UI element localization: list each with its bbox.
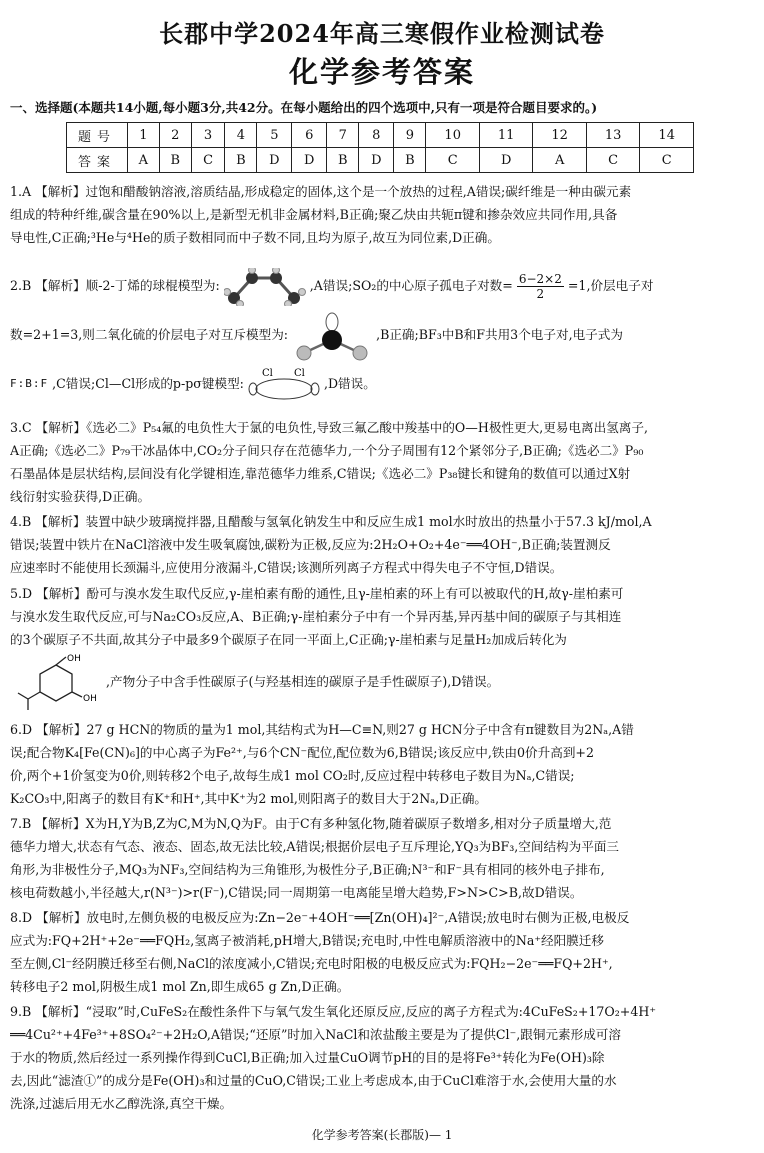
question-line <box>10 364 754 404</box>
q-answer: B <box>225 148 257 173</box>
cl-label: Cl <box>293 367 305 379</box>
question-line: 4.B 【解析】装置中缺少玻璃搅拌器,且醋酸与氢氧化钠发生中和反应生成1 mol水时放出的热量小于57.3 kJ/mol,A <box>10 514 652 529</box>
question-6 <box>10 718 754 810</box>
q2-text-f: ,C错误;Cl—Cl形成的p-pσ键模型: <box>52 376 244 391</box>
question-line: 的3个碳原子不共面,故其分子中最多9个碳原子在同一平面上,C正确;γ-崖柏素与足量H₂加成后转化为 <box>10 632 567 647</box>
q-answer: A <box>128 148 160 173</box>
fraction-numerator: 6−2×2 <box>518 272 562 286</box>
answer-table-answer-row <box>67 148 694 173</box>
q-num: 5 <box>257 123 292 148</box>
q-num: 14 <box>640 123 694 148</box>
question-line: 线衍射实验获得,D正确。 <box>10 489 151 504</box>
doc-title: 化学参考答案 <box>288 55 475 89</box>
row-label-question: 题号 <box>67 123 128 148</box>
q-answer: B <box>327 148 359 173</box>
q-answer: A <box>533 148 586 173</box>
question-3 <box>10 416 754 508</box>
oh-label-side: OH <box>83 693 97 704</box>
question-line: 角形,为非极性分子,MQ₃为NF₃,空间结构为三角锥形,为极性分子,B正确;N³⁻和F⁻具有相同的核外电子排布, <box>10 862 605 877</box>
q-num: 12 <box>533 123 586 148</box>
question-line <box>10 266 754 306</box>
q2-text-b: ,A错误;SO₂的中心原子孤电子对数= <box>309 278 513 293</box>
question-5 <box>10 582 754 713</box>
q-answer: D <box>292 148 327 173</box>
question-line: 核电荷数越小,半径越大,r(N³⁻)>r(F⁻),C错误;同一周期第一电离能呈增大趋势,F>N>C>B,故D错误。 <box>10 885 583 900</box>
question-line: 5.D 【解析】酚可与溴水发生取代反应,γ-崖柏素有酚的通性,且γ-崖柏素的环上有可以被取代的H,故γ-崖柏素可 <box>10 586 624 601</box>
q-num: 4 <box>225 123 257 148</box>
question-line: 6.D 【解析】27 g HCN的物质的量为1 mol,其结构式为H—C≡N,则27 g HCN分子中含有π键数目为2Nₐ,A错 <box>10 722 634 737</box>
q-answer: B <box>159 148 191 173</box>
question-line: 导电性,C正确;³He与⁴He的质子数相同而中子数不同,且均为原子,故互为同位素,D正确。 <box>10 230 500 245</box>
question-7 <box>10 812 754 904</box>
q-num: 7 <box>327 123 359 148</box>
question-line: 3.C 【解析】《选必二》P₅₄氟的电负性大于氯的电负性,导致三氟乙酸中羧基中的O—H极性更大,更易电离出氢离子, <box>10 420 648 435</box>
bf3-electron-formula-icon: F:B:F <box>10 364 48 404</box>
question-line: A正确;《选必二》P₇₉干冰晶体中,CO₂分子间只存在范德华力,一个分子周围有12个紧邻分子,B正确;《选必二》P₉₀ <box>10 443 644 458</box>
cis-2-butene-model-icon <box>224 268 306 306</box>
question-line: 价,两个+1价氢变为0价,则转移2个电子,故每生成1 mol CO₂时,反应过程中转移电子数目为Nₐ,C错误; <box>10 768 575 783</box>
so2-vsepr-model-icon <box>292 308 372 364</box>
question-line: 洗涤,过滤后用无水乙醇洗涤,真空干燥。 <box>10 1096 233 1111</box>
q-num: 8 <box>359 123 394 148</box>
fraction-denominator: 2 <box>536 287 545 301</box>
question-line <box>10 306 754 364</box>
question-line: 8.D 【解析】放电时,左侧负极的电极反应为:Zn−2e⁻+4OH⁻══[Zn(OH)₄]²⁻,A错误;放电时右侧为正极,电极反 <box>10 910 630 925</box>
q-answer: C <box>586 148 639 173</box>
page-footer: 化学参考答案(长郡版)— 1 <box>311 1128 453 1142</box>
cl-label: Cl <box>261 367 273 379</box>
question-line: 应式为:FQ+2H⁺+2e⁻══FQH₂,氢离子被消耗,pH增大,B错误;充电时,中性电解质溶液中的Na⁺经阳膜迁移 <box>10 933 604 948</box>
question-line: 7.B 【解析】X为H,Y为B,Z为C,M为N,Q为F。由于C有多种氢化物,随着碳原子数增多,相对分子质量增大,范 <box>10 816 612 831</box>
question-line: 误;配合物K₄[Fe(CN)₆]的中心离子为Fe²⁺,与6个CN⁻配位,配位数为6,B错误;该反应中,铁由0价升高到+2 <box>10 745 594 760</box>
q-num: 10 <box>426 123 479 148</box>
q-answer: D <box>257 148 292 173</box>
question-line: 组成的特种纤维,碳含量在90%以上,是新型无机非金属材料,B正确;聚乙炔由共轭π键和掺杂效应共同作用,具备 <box>10 207 618 222</box>
question-2 <box>10 266 754 404</box>
question-line: 应速率时不能使用长颈漏斗,应使用分液漏斗,C错误;该测所列离子方程式中得失电子不守恒,D错误。 <box>10 560 563 575</box>
q-num: 9 <box>394 123 426 148</box>
q-answer: C <box>640 148 694 173</box>
q2-text-c: =1,价层电子对 <box>567 278 654 293</box>
question-line: K₂CO₃中,阳离子的数目有K⁺和H⁺,其中K⁺为2 mol,则阳离子的数目大于2Nₐ,D正确。 <box>10 791 488 806</box>
q-num: 3 <box>191 123 224 148</box>
q-answer: D <box>479 148 532 173</box>
q-answer: D <box>359 148 394 173</box>
row-label-answer: 答案 <box>67 148 128 173</box>
question-line: 德华力增大,状态有气态、液态、固态,故无法比较,A错误;根据价层电子互斥理论,YQ₃为BF₃,空间结构为平面三 <box>10 839 620 854</box>
school-title: 长郡中学2024年高三寒假作业检测试卷 <box>159 19 605 48</box>
q-num: 2 <box>159 123 191 148</box>
q-num: 6 <box>292 123 327 148</box>
q-num: 11 <box>479 123 532 148</box>
q-num: 1 <box>128 123 160 148</box>
question-8 <box>10 906 754 998</box>
hydrogenated-hinokitiol-structure-icon <box>10 653 102 713</box>
answer-table <box>66 122 694 173</box>
question-line <box>10 651 754 713</box>
question-line: ══4Cu²⁺+4Fe³⁺+8SO₄²⁻+2H₂O,A错误;“还原”时加入NaCl和浓盐酸主要是为了提供Cl⁻,跟铜元素形成可溶 <box>10 1027 621 1042</box>
question-line: 至左侧,Cl⁻经阴膜迁移至右侧,NaCl的浓度减小,C错误;充电时阳极的电极反应式为:FQH₂−2e⁻══FQ+2H⁺, <box>10 956 613 971</box>
q2-text-e: ,B正确;BF₃中B和F共用3个电子对,电子式为 <box>376 327 623 342</box>
question-9 <box>10 1000 754 1115</box>
q-answer: C <box>191 148 224 173</box>
q-num: 13 <box>586 123 639 148</box>
oh-label-top: OH <box>67 653 81 664</box>
q2-text-d: 数=2+1=3,则二氧化硫的价层电子对互斥模型为: <box>10 327 289 342</box>
p-p-sigma-bond-model-icon <box>248 367 320 403</box>
question-1 <box>10 180 754 249</box>
question-line: 石墨晶体是层状结构,层间没有化学键相连,靠范德华力维系,C错误;《选必二》P₃₈键长和键角的数值可以通过X射 <box>10 466 631 481</box>
section-heading: 一、选择题(本题共14小题,每小题3分,共42分。在每小题给出的四个选项中,只有一项是符合题目要求的。) <box>10 100 598 115</box>
answer-table-number-row <box>67 123 694 148</box>
question-line: 与溴水发生取代反应,可与Na₂CO₃反应,A、B正确;γ-崖柏素分子中有一个异丙基,异丙基中间的碳原子与其相连 <box>10 609 622 624</box>
question-line: 错误;装置中铁片在NaCl溶液中发生吸氧腐蚀,碳粉为正极,反应为:2H₂O+O₂+4e⁻══4OH⁻,B正确;装置测反 <box>10 537 611 552</box>
question-4 <box>10 510 754 579</box>
question-line: 1.A 【解析】过饱和醋酸钠溶液,溶质结晶,形成稳定的固体,这个是一个放热的过程,A错误;碳纤维是一种由碳元素 <box>10 184 632 199</box>
q5-tail: ,产物分子中含手性碳原子(与羟基相连的碳原子是手性碳原子),D错误。 <box>106 674 500 689</box>
q-answer: B <box>394 148 426 173</box>
question-line: 转移电子2 mol,阴极生成1 mol Zn,即生成65 g Zn,D正确。 <box>10 979 350 994</box>
q2-text-a: 2.B 【解析】顺-2-丁烯的球棍模型为: <box>10 278 220 293</box>
question-line: 9.B 【解析】“浸取”时,CuFeS₂在酸性条件下与氧气发生氧化还原反应,反应的离子方程式为:4CuFeS₂+17O₂+4H⁺ <box>10 1004 657 1019</box>
question-line: 去,因此“滤渣①”的成分是Fe(OH)₃和过量的CuO,C错误;工业上考虑成本,由于CuCl难溶于水,会使用大量的水 <box>10 1073 617 1088</box>
fraction <box>517 272 564 301</box>
q2-text-g: ,D错误。 <box>323 376 376 391</box>
q-answer: C <box>426 148 479 173</box>
question-line: 于水的物质,然后经过一系列操作得到CuCl,B正确;加入过量CuO调节pH的目的是将Fe³⁺转化为Fe(OH)₃除 <box>10 1050 605 1065</box>
